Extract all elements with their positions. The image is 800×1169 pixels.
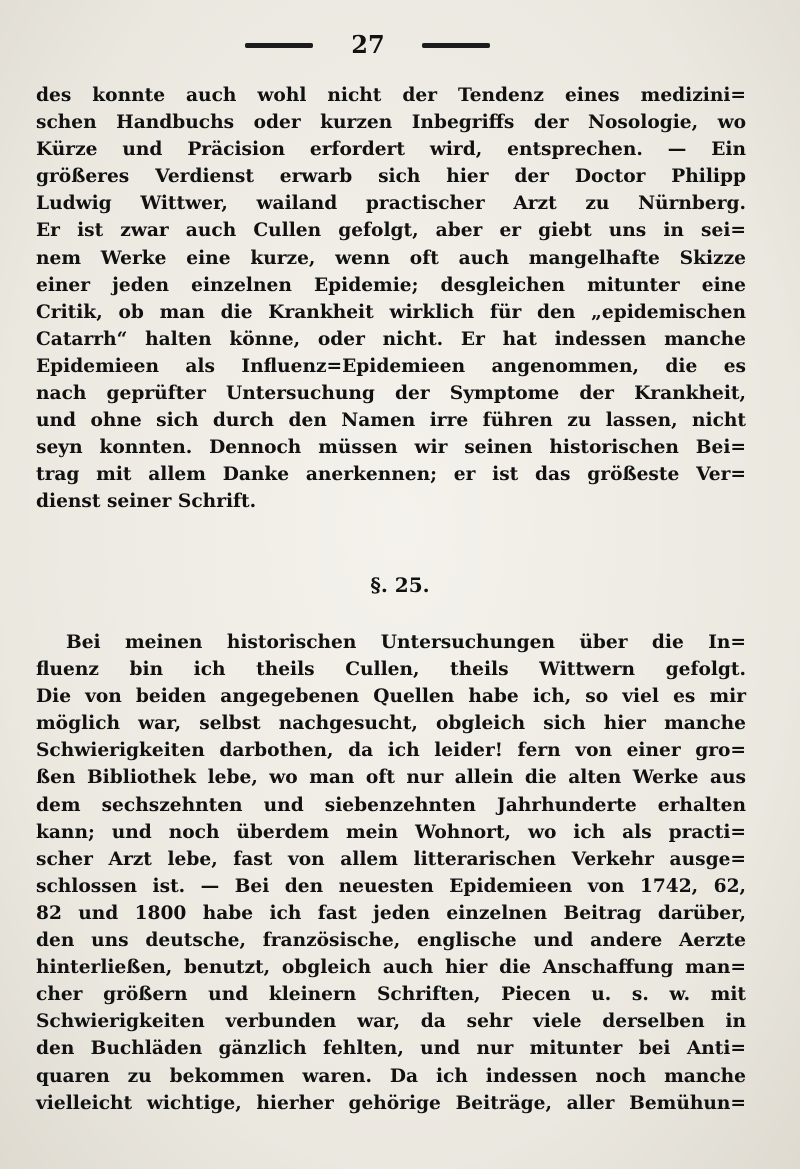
- text-line: einer jeden einzelnen Epidemie; desgleichen mitunter eine: [36, 274, 746, 296]
- text-line: Bei meinen historischen Untersuchungen über die In=: [66, 632, 746, 653]
- text-line: Schwierigkeiten darbothen, da ich leider! fern von einer gro=: [36, 740, 746, 762]
- text-line: Schwierigkeiten verbunden war, da sehr viele derselben in: [36, 1011, 746, 1033]
- text-line: des konnte auch wohl nicht der Tendenz eines medizini=: [36, 85, 746, 106]
- text-line: nach geprüfter Untersuchung der Symptome der Krankheit,: [36, 383, 746, 405]
- text-line: Catarrh“ halten könne, oder nicht. Er hat indessen manche: [36, 328, 746, 350]
- text-line: möglich war, selbst nachgesucht, obgleich sich hier manche: [36, 713, 746, 735]
- text-line: schen Handbuchs oder kurzen Inbegriffs der Nosologie, wo: [36, 112, 746, 134]
- text-line: ßen Bibliothek lebe, wo man oft nur allein die alten Werke aus: [36, 767, 746, 789]
- text-line: dienst seiner Schrift.: [36, 491, 257, 513]
- text-line: den uns deutsche, französische, englische und andere Aerzte: [36, 930, 746, 952]
- text-line: dem sechszehnten und siebenzehnten Jahrhunderte erhalten: [36, 794, 746, 816]
- header-rule-right: [422, 43, 490, 48]
- text-line: scher Arzt lebe, fast von allem litterarischen Verkehr ausge=: [36, 848, 746, 870]
- text-line: cher größern und kleinern Schriften, Piecen u. s. w. mit: [36, 984, 746, 1006]
- page-header: [0, 30, 800, 60]
- text-line: fluenz bin ich theils Cullen, theils Wittwern gefolgt.: [36, 659, 746, 681]
- text-line: schlossen ist. — Bei den neuesten Epidemieen von 1742, 62,: [36, 875, 746, 897]
- text-line: größeres Verdienst erwarb sich hier der Doctor Philipp: [36, 166, 746, 188]
- text-line: quaren zu bekommen waren. Da ich indessen noch manche: [36, 1065, 746, 1087]
- header-rule-left: [245, 43, 313, 48]
- text-line: trag mit allem Danke anerkennen; er ist das größeste Ver=: [36, 464, 746, 486]
- text-line: kann; und noch überdem mein Wohnort, wo ich als practi=: [36, 821, 746, 843]
- paragraph-1: [36, 82, 746, 516]
- text-line: und ohne sich durch den Namen irre führen zu lassen, nicht: [36, 410, 746, 432]
- text-line: seyn konnten. Dennoch müssen wir seinen historischen Bei=: [36, 437, 746, 459]
- text-line: hinterließen, benutzt, obgleich auch hier die Anschaffung man=: [36, 957, 746, 979]
- text-line: Epidemieen als Influenz=Epidemieen angenommen, die es: [36, 355, 746, 377]
- text-line: vielleicht wichtige, hierher gehörige Beiträge, aller Bemühun=: [36, 1092, 746, 1114]
- text-line: den Buchläden gänzlich fehlten, und nur mitunter bei Anti=: [36, 1038, 746, 1060]
- page-number: 27: [351, 30, 385, 59]
- text-line: Critik, ob man die Krankheit wirklich für den „epidemischen: [36, 301, 746, 323]
- text-line: nem Werke eine kurze, wenn oft auch mangelhafte Skizze: [36, 247, 746, 269]
- text-line: Er ist zwar auch Cullen gefolgt, aber er giebt uns in sei=: [36, 220, 746, 242]
- section-heading: §. 25.: [370, 573, 430, 597]
- text-line: Die von beiden angegebenen Quellen habe ich, so viel es mir: [36, 686, 746, 708]
- text-line: Ludwig Wittwer, wailand practischer Arzt zu Nürnberg.: [36, 193, 746, 215]
- text-line: Kürze und Präcision erfordert wird, entsprechen. — Ein: [36, 139, 746, 161]
- paragraph-2: [36, 629, 746, 1117]
- text-line: 82 und 1800 habe ich fast jeden einzelnen Beitrag darüber,: [36, 902, 746, 924]
